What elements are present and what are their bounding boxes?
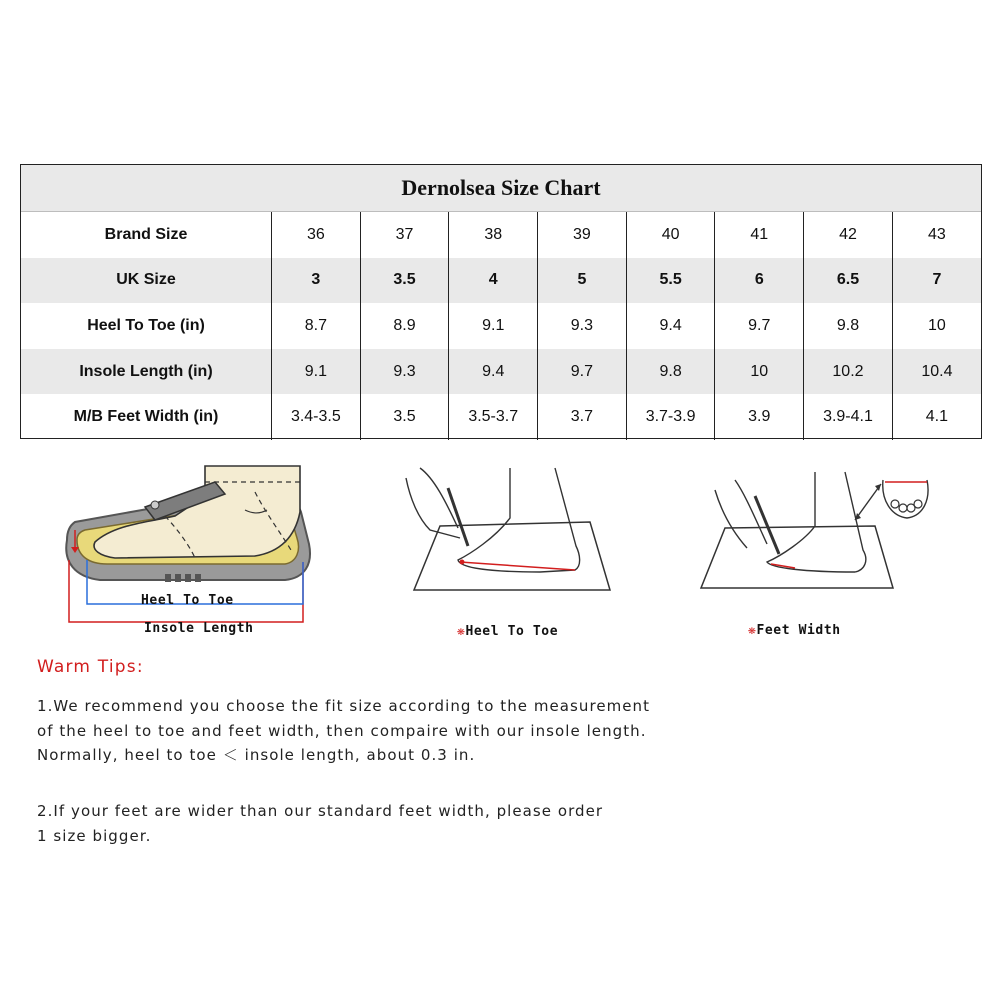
heel-to-toe-caption: Heel To Toe: [141, 593, 234, 608]
table-cell: 9.7: [715, 303, 804, 349]
table-row: [21, 303, 981, 349]
table-row: [21, 349, 981, 395]
asterisk-icon: ❋: [748, 623, 757, 638]
table-cell: 9.1: [272, 349, 361, 395]
heel-to-toe-measure-diagram: [400, 458, 620, 598]
measuring-paper: [414, 522, 610, 590]
table-cell: 3.7: [538, 394, 627, 440]
size-chart: [20, 164, 982, 439]
table-cell: 9.8: [804, 303, 893, 349]
row-label: Insole Length (in): [21, 349, 272, 395]
asterisk-icon: ❋: [457, 624, 466, 639]
table-cell: 4.1: [892, 394, 981, 440]
hand-with-pencil: [715, 480, 767, 548]
table-cell: 9.3: [538, 303, 627, 349]
table-cell: 3: [272, 258, 361, 304]
table-cell: 5.5: [626, 258, 715, 304]
table-cell: 6.5: [804, 258, 893, 304]
tip-2: 2.If your feet are wider than our standard feet width, please order 1 size bigger.: [37, 802, 604, 845]
table-row: [21, 258, 981, 304]
row-label: UK Size: [21, 258, 272, 304]
row-label: M/B Feet Width (in): [73, 408, 219, 426]
row-label: Brand Size: [104, 225, 188, 243]
table-cell: 9.3: [360, 349, 449, 395]
table-cell: 5: [538, 258, 627, 304]
insole-length-caption: Insole Length: [144, 621, 254, 636]
table-cell: 36: [272, 212, 361, 258]
table-cell: 3.4-3.5: [272, 394, 361, 440]
table-cell: 10: [715, 349, 804, 395]
feet-width-measure-diagram: [695, 460, 945, 600]
table-cell: 41: [715, 212, 804, 258]
table-cell: 9.1: [449, 303, 538, 349]
table-cell: 6: [715, 258, 804, 304]
table-cell: 9.4: [626, 303, 715, 349]
toes-detail: [883, 480, 928, 518]
table-cell: 10.4: [892, 349, 981, 395]
width-arrow: [855, 484, 881, 520]
table-cell: 3.9-4.1: [804, 394, 893, 440]
measuring-paper: [701, 526, 893, 588]
table-cell: 3.9: [715, 394, 804, 440]
size-table: [21, 212, 981, 440]
shoe-diagram: [55, 452, 325, 642]
table-cell: 9.8: [626, 349, 715, 395]
table-cell: 8.7: [272, 303, 361, 349]
table-cell: 3.5-3.7: [449, 394, 538, 440]
warm-tips-heading: Warm Tips:: [37, 657, 144, 677]
row-label: Heel To Toe (in): [87, 316, 205, 334]
table-row: [21, 212, 981, 258]
table-cell: 38: [449, 212, 538, 258]
feet-width-caption: ❋Feet Width: [748, 623, 841, 638]
table-cell: 37: [360, 212, 449, 258]
table-cell: 4: [449, 258, 538, 304]
table-row: [21, 394, 981, 440]
heel-to-toe-measure-caption: ❋Heel To Toe: [457, 624, 559, 639]
table-cell: 10.2: [804, 349, 893, 395]
table-cell: 10: [892, 303, 981, 349]
table-cell: 3.5: [360, 394, 449, 440]
table-cell: 8.9: [360, 303, 449, 349]
foot-outline: [94, 466, 300, 558]
chart-title: Dernolsea Size Chart: [21, 165, 981, 212]
table-cell: 43: [892, 212, 981, 258]
tip-1: 1.We recommend you choose the fit size according to the measurement of the heel to toe and feet width, then compaire with our insole length. Normally, heel to toe ＜ insole length, about 0.3 in.: [37, 697, 651, 764]
table-cell: 3.7-3.9: [626, 394, 715, 440]
table-cell: 3.5: [360, 258, 449, 304]
table-cell: 42: [804, 212, 893, 258]
table-cell: 9.7: [538, 349, 627, 395]
foot: [767, 472, 866, 572]
table-cell: 40: [626, 212, 715, 258]
table-cell: 39: [538, 212, 627, 258]
table-cell: 7: [892, 258, 981, 304]
table-cell: 9.4: [449, 349, 538, 395]
foot: [458, 468, 580, 572]
